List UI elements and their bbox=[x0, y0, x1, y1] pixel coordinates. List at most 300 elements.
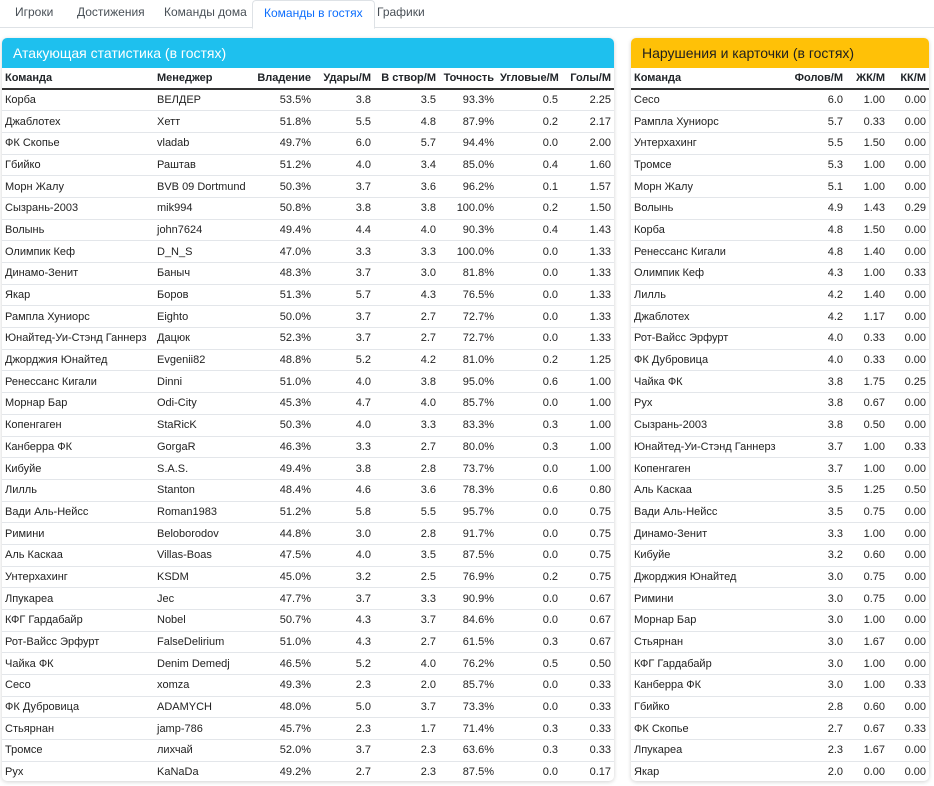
stat-cell: 3.0 bbox=[786, 631, 846, 653]
stat-cell: 83.3% bbox=[439, 414, 497, 436]
stat-cell: 3.7 bbox=[314, 306, 374, 328]
stat-cell: 0.67 bbox=[846, 718, 888, 740]
tab-achievements[interactable]: Достижения bbox=[77, 5, 145, 19]
stat-cell: 100.0% bbox=[439, 197, 497, 219]
team-name-cell: Тромсе bbox=[2, 740, 154, 762]
stat-cell: 4.8 bbox=[786, 241, 846, 263]
stat-cell: 4.0 bbox=[314, 371, 374, 393]
stat-cell: 1.33 bbox=[561, 306, 614, 328]
stat-cell: 1.00 bbox=[561, 414, 614, 436]
stat-cell: 0.00 bbox=[888, 523, 929, 545]
stat-cell: 0.5 bbox=[497, 653, 561, 675]
stat-cell: 3.3 bbox=[374, 241, 439, 263]
stat-cell: 5.7 bbox=[374, 132, 439, 154]
stat-cell: 0.67 bbox=[846, 393, 888, 415]
table-row bbox=[2, 111, 614, 133]
team-name-cell: Аль Каскаа bbox=[2, 544, 154, 566]
stat-cell: 0.3 bbox=[497, 436, 561, 458]
team-name-cell: Лпукареа bbox=[2, 588, 154, 610]
manager-cell: Баныч bbox=[154, 263, 252, 285]
stat-cell: 1.75 bbox=[846, 371, 888, 393]
tab-away-teams[interactable]: Команды в гостях bbox=[252, 0, 375, 29]
stat-cell: 0.33 bbox=[561, 696, 614, 718]
stat-cell: 4.2 bbox=[786, 284, 846, 306]
attack-column-header[interactable]: Менеджер bbox=[154, 68, 252, 89]
team-name-cell: ФК Скопье bbox=[2, 132, 154, 154]
manager-cell: Odi-City bbox=[154, 393, 252, 415]
stat-cell: 5.3 bbox=[786, 154, 846, 176]
stat-cell: 2.3 bbox=[314, 675, 374, 697]
team-name-cell: Рампла Хуниорс bbox=[2, 306, 154, 328]
table-row bbox=[2, 544, 614, 566]
tab-home-teams[interactable]: Команды дома bbox=[164, 5, 247, 19]
stat-cell: 45.7% bbox=[252, 718, 314, 740]
team-name-cell: Гбийко bbox=[2, 154, 154, 176]
stat-cell: 91.7% bbox=[439, 523, 497, 545]
stat-cell: 5.8 bbox=[314, 501, 374, 523]
stat-cell: 0.0 bbox=[497, 284, 561, 306]
table-row bbox=[2, 566, 614, 588]
stat-cell: 4.0 bbox=[374, 219, 439, 241]
table-row bbox=[2, 501, 614, 523]
team-name-cell: Сызрань-2003 bbox=[2, 197, 154, 219]
stat-cell: 1.33 bbox=[561, 328, 614, 350]
team-name-cell: Волынь bbox=[2, 219, 154, 241]
stat-cell: 0.2 bbox=[497, 111, 561, 133]
stat-cell: 4.3 bbox=[374, 284, 439, 306]
attack-column-header[interactable]: Команда bbox=[2, 68, 154, 89]
stat-cell: 53.5% bbox=[252, 89, 314, 111]
stat-cell: 4.6 bbox=[314, 479, 374, 501]
stat-cell: 5.1 bbox=[786, 176, 846, 198]
stat-cell: 6.0 bbox=[314, 132, 374, 154]
stat-cell: 0.00 bbox=[888, 154, 929, 176]
table-row bbox=[631, 696, 929, 718]
stat-cell: 4.0 bbox=[314, 154, 374, 176]
stat-cell: 0.67 bbox=[561, 610, 614, 632]
stat-cell: 4.0 bbox=[314, 544, 374, 566]
table-row bbox=[631, 610, 929, 632]
team-name-cell: Чайка ФК bbox=[631, 371, 786, 393]
stat-cell: 0.00 bbox=[888, 588, 929, 610]
stat-cell: 0.0 bbox=[497, 393, 561, 415]
stat-cell: 0.4 bbox=[497, 219, 561, 241]
team-name-cell: Стьярнан bbox=[2, 718, 154, 740]
stat-cell: 87.9% bbox=[439, 111, 497, 133]
manager-cell: vladab bbox=[154, 132, 252, 154]
table-row bbox=[2, 393, 614, 415]
team-name-cell: Римини bbox=[631, 588, 786, 610]
stat-cell: 0.50 bbox=[888, 479, 929, 501]
table-row bbox=[2, 479, 614, 501]
table-row bbox=[2, 219, 614, 241]
stat-cell: 2.8 bbox=[786, 696, 846, 718]
stat-cell: 3.3 bbox=[786, 523, 846, 545]
stat-cell: 1.17 bbox=[846, 306, 888, 328]
stat-cell: 0.33 bbox=[846, 111, 888, 133]
team-name-cell: Канберра ФК bbox=[631, 675, 786, 697]
table-row bbox=[631, 89, 929, 111]
team-name-cell: ФК Дубровица bbox=[631, 349, 786, 371]
stat-cell: 4.3 bbox=[786, 263, 846, 285]
stat-cell: 3.0 bbox=[786, 653, 846, 675]
stat-cell: 0.0 bbox=[497, 761, 561, 781]
stat-cell: 3.5 bbox=[786, 479, 846, 501]
manager-cell: Nobel bbox=[154, 610, 252, 632]
manager-cell: BVB 09 Dortmund bbox=[154, 176, 252, 198]
stat-cell: 47.7% bbox=[252, 588, 314, 610]
stat-cell: 0.00 bbox=[888, 306, 929, 328]
stat-cell: 100.0% bbox=[439, 241, 497, 263]
stat-cell: 49.3% bbox=[252, 675, 314, 697]
stat-cell: 84.6% bbox=[439, 610, 497, 632]
stat-cell: 3.8 bbox=[786, 393, 846, 415]
manager-cell: ADAMYCH bbox=[154, 696, 252, 718]
stat-cell: 4.0 bbox=[374, 393, 439, 415]
stat-cell: 3.0 bbox=[786, 675, 846, 697]
stat-cell: 1.00 bbox=[846, 523, 888, 545]
manager-cell: Раштав bbox=[154, 154, 252, 176]
stat-cell: 0.00 bbox=[846, 761, 888, 781]
stat-cell: 49.4% bbox=[252, 219, 314, 241]
stat-cell: 3.6 bbox=[374, 176, 439, 198]
stat-cell: 1.00 bbox=[846, 263, 888, 285]
stat-cell: 0.0 bbox=[497, 523, 561, 545]
table-row bbox=[2, 740, 614, 762]
team-name-cell: Копенгаген bbox=[631, 458, 786, 480]
attack-stats-card bbox=[2, 38, 614, 781]
team-name-cell: Ренессанс Кигали bbox=[2, 371, 154, 393]
stat-cell: 2.5 bbox=[374, 566, 439, 588]
stat-cell: 2.3 bbox=[314, 718, 374, 740]
stat-cell: 47.0% bbox=[252, 241, 314, 263]
team-name-cell: Сесо bbox=[2, 675, 154, 697]
stat-cell: 0.75 bbox=[561, 523, 614, 545]
stat-cell: 3.8 bbox=[314, 89, 374, 111]
stat-cell: 0.00 bbox=[888, 696, 929, 718]
stat-cell: 4.8 bbox=[374, 111, 439, 133]
table-row bbox=[631, 740, 929, 762]
team-name-cell: ФК Скопье bbox=[631, 718, 786, 740]
stat-cell: 4.2 bbox=[374, 349, 439, 371]
table-row bbox=[2, 523, 614, 545]
stat-cell: 76.9% bbox=[439, 566, 497, 588]
team-name-cell: Сесо bbox=[631, 89, 786, 111]
stat-cell: 0.00 bbox=[888, 566, 929, 588]
stat-cell: 48.0% bbox=[252, 696, 314, 718]
stat-cell: 3.3 bbox=[374, 414, 439, 436]
stat-cell: 0.2 bbox=[497, 349, 561, 371]
stat-cell: 2.7 bbox=[374, 328, 439, 350]
stat-cell: 5.0 bbox=[314, 696, 374, 718]
team-name-cell: Корба bbox=[2, 89, 154, 111]
stat-cell: 1.00 bbox=[846, 610, 888, 632]
stat-cell: 71.4% bbox=[439, 718, 497, 740]
team-name-cell: Римини bbox=[2, 523, 154, 545]
stat-cell: 0.75 bbox=[561, 566, 614, 588]
stat-cell: 0.00 bbox=[888, 89, 929, 111]
stat-cell: 1.43 bbox=[561, 219, 614, 241]
team-name-cell: Олимпик Кеф bbox=[631, 263, 786, 285]
manager-cell: Jec bbox=[154, 588, 252, 610]
stat-cell: 1.40 bbox=[846, 284, 888, 306]
team-name-cell: Канберра ФК bbox=[2, 436, 154, 458]
stat-cell: 2.0 bbox=[786, 761, 846, 781]
table-row bbox=[631, 458, 929, 480]
team-name-cell: Морнар Бар bbox=[631, 610, 786, 632]
stat-cell: 50.3% bbox=[252, 176, 314, 198]
stat-cell: 2.25 bbox=[561, 89, 614, 111]
stat-cell: 2.00 bbox=[561, 132, 614, 154]
stat-cell: 0.33 bbox=[888, 718, 929, 740]
stat-cell: 3.7 bbox=[314, 263, 374, 285]
stat-cell: 2.0 bbox=[374, 675, 439, 697]
stat-cell: 3.2 bbox=[786, 544, 846, 566]
stat-cell: 0.33 bbox=[888, 675, 929, 697]
stat-cell: 47.5% bbox=[252, 544, 314, 566]
manager-cell: Dinni bbox=[154, 371, 252, 393]
team-name-cell: Олимпик Кеф bbox=[2, 241, 154, 263]
stat-cell: 4.2 bbox=[786, 306, 846, 328]
table-row bbox=[631, 176, 929, 198]
stat-cell: 0.00 bbox=[888, 414, 929, 436]
stat-cell: 0.0 bbox=[497, 263, 561, 285]
stat-cell: 3.5 bbox=[786, 501, 846, 523]
stat-cell: 87.5% bbox=[439, 761, 497, 781]
fouls-column-header[interactable]: Фолов/М bbox=[786, 68, 846, 89]
stat-cell: 48.4% bbox=[252, 479, 314, 501]
manager-cell: john7624 bbox=[154, 219, 252, 241]
attack-column-header[interactable]: Владение bbox=[252, 68, 314, 89]
team-name-cell: Копенгаген bbox=[2, 414, 154, 436]
team-name-cell: Джаблотех bbox=[2, 111, 154, 133]
team-name-cell: Рух bbox=[2, 761, 154, 781]
stat-cell: 1.00 bbox=[561, 436, 614, 458]
stat-cell: 49.2% bbox=[252, 761, 314, 781]
team-name-cell: Чайка ФК bbox=[2, 653, 154, 675]
team-name-cell: Морн Жалу bbox=[631, 176, 786, 198]
stat-cell: 49.4% bbox=[252, 458, 314, 480]
team-name-cell: Ренессанс Кигали bbox=[631, 241, 786, 263]
manager-cell: Stanton bbox=[154, 479, 252, 501]
manager-cell: Evgenii82 bbox=[154, 349, 252, 371]
team-name-cell: ФК Дубровица bbox=[2, 696, 154, 718]
stat-cell: 1.60 bbox=[561, 154, 614, 176]
stat-cell: 0.0 bbox=[497, 328, 561, 350]
manager-cell: D_N_S bbox=[154, 241, 252, 263]
stat-cell: 3.0 bbox=[786, 566, 846, 588]
stat-cell: 3.8 bbox=[314, 458, 374, 480]
manager-cell: KaNaDa bbox=[154, 761, 252, 781]
stat-cell: 1.00 bbox=[846, 436, 888, 458]
table-row bbox=[2, 371, 614, 393]
table-row bbox=[2, 197, 614, 219]
attack-column-header[interactable]: Удары/М bbox=[314, 68, 374, 89]
attack-column-header[interactable]: Точность bbox=[439, 68, 497, 89]
team-name-cell: Унтерхахинг bbox=[2, 566, 154, 588]
fouls-cards-table bbox=[631, 68, 929, 781]
stat-cell: 51.0% bbox=[252, 371, 314, 393]
attack-column-header[interactable]: Угловые/М bbox=[497, 68, 561, 89]
stat-cell: 5.2 bbox=[314, 349, 374, 371]
stat-cell: 2.8 bbox=[374, 458, 439, 480]
stat-cell: 4.9 bbox=[786, 197, 846, 219]
attack-column-header[interactable]: В створ/М bbox=[374, 68, 439, 89]
stat-cell: 0.00 bbox=[888, 458, 929, 480]
manager-cell: jamp-786 bbox=[154, 718, 252, 740]
stat-cell: 81.0% bbox=[439, 349, 497, 371]
stat-cell: 5.5 bbox=[314, 111, 374, 133]
manager-cell: ВЕЛДЕР bbox=[154, 89, 252, 111]
team-name-cell: Морн Жалу bbox=[2, 176, 154, 198]
manager-cell: Хетт bbox=[154, 111, 252, 133]
table-row bbox=[2, 414, 614, 436]
stat-cell: 90.3% bbox=[439, 219, 497, 241]
manager-cell: mik994 bbox=[154, 197, 252, 219]
stat-cell: 3.8 bbox=[786, 414, 846, 436]
stat-cell: 1.25 bbox=[846, 479, 888, 501]
stat-cell: 0.00 bbox=[888, 349, 929, 371]
stat-cell: 51.2% bbox=[252, 501, 314, 523]
attack-stats-table bbox=[2, 68, 614, 781]
stat-cell: 0.0 bbox=[497, 458, 561, 480]
stat-cell: 76.5% bbox=[439, 284, 497, 306]
table-row bbox=[2, 588, 614, 610]
fouls-cards-title: Нарушения и карточки (в гостях) bbox=[631, 38, 929, 68]
stat-cell: 44.8% bbox=[252, 523, 314, 545]
table-row bbox=[2, 306, 614, 328]
stat-cell: 5.5 bbox=[374, 501, 439, 523]
stat-cell: 0.33 bbox=[561, 740, 614, 762]
table-row bbox=[2, 458, 614, 480]
team-name-cell: Рампла Хуниорс bbox=[631, 111, 786, 133]
stat-cell: 4.3 bbox=[314, 610, 374, 632]
team-name-cell: Джорджия Юнайтед bbox=[631, 566, 786, 588]
stat-cell: 85.7% bbox=[439, 675, 497, 697]
stat-cell: 1.00 bbox=[561, 458, 614, 480]
table-row bbox=[631, 284, 929, 306]
stat-cell: 46.3% bbox=[252, 436, 314, 458]
manager-cell: KSDM bbox=[154, 566, 252, 588]
stat-cell: 1.50 bbox=[561, 197, 614, 219]
stat-cell: 1.00 bbox=[846, 176, 888, 198]
fouls-column-header[interactable]: ЖК/М bbox=[846, 68, 888, 89]
stat-cell: 3.7 bbox=[314, 588, 374, 610]
table-row bbox=[2, 349, 614, 371]
stat-cell: 95.0% bbox=[439, 371, 497, 393]
stat-cell: 4.4 bbox=[314, 219, 374, 241]
stat-cell: 80.0% bbox=[439, 436, 497, 458]
stat-cell: 0.3 bbox=[497, 740, 561, 762]
table-row bbox=[631, 132, 929, 154]
attack-column-header[interactable]: Голы/М bbox=[561, 68, 614, 89]
stat-cell: 50.8% bbox=[252, 197, 314, 219]
stat-cell: 1.57 bbox=[561, 176, 614, 198]
stat-cell: 52.3% bbox=[252, 328, 314, 350]
table-row bbox=[2, 675, 614, 697]
stat-cell: 5.2 bbox=[314, 653, 374, 675]
team-name-cell: Кибуйе bbox=[2, 458, 154, 480]
team-name-cell: Якар bbox=[2, 284, 154, 306]
stat-cell: 0.33 bbox=[846, 349, 888, 371]
stat-cell: 2.3 bbox=[786, 740, 846, 762]
stat-cell: 3.7 bbox=[314, 740, 374, 762]
stat-cell: 0.50 bbox=[561, 653, 614, 675]
stat-cell: 0.2 bbox=[497, 197, 561, 219]
stat-cell: 3.6 bbox=[374, 479, 439, 501]
manager-cell: Villas-Boas bbox=[154, 544, 252, 566]
table-row bbox=[631, 306, 929, 328]
team-name-cell: Морнар Бар bbox=[2, 393, 154, 415]
stat-cell: 0.25 bbox=[888, 371, 929, 393]
stat-cell: 72.7% bbox=[439, 306, 497, 328]
stat-cell: 1.00 bbox=[846, 458, 888, 480]
table-row bbox=[631, 393, 929, 415]
stat-cell: 3.7 bbox=[314, 328, 374, 350]
stat-cell: 0.3 bbox=[497, 414, 561, 436]
stat-cell: 0.75 bbox=[846, 566, 888, 588]
stat-cell: 1.50 bbox=[846, 219, 888, 241]
stat-cell: 72.7% bbox=[439, 328, 497, 350]
table-row bbox=[2, 761, 614, 781]
fouls-cards-card bbox=[631, 38, 929, 781]
stat-cell: 0.67 bbox=[561, 631, 614, 653]
fouls-column-header[interactable]: КК/М bbox=[888, 68, 929, 89]
manager-cell: Denim Demedj bbox=[154, 653, 252, 675]
tab-players[interactable]: Игроки bbox=[15, 5, 54, 19]
stat-cell: 0.00 bbox=[888, 241, 929, 263]
stat-cell: 3.5 bbox=[374, 544, 439, 566]
stat-cell: 1.33 bbox=[561, 241, 614, 263]
stat-cell: 3.8 bbox=[314, 197, 374, 219]
table-row bbox=[631, 544, 929, 566]
stat-cell: 51.2% bbox=[252, 154, 314, 176]
table-row bbox=[2, 718, 614, 740]
stat-cell: 46.5% bbox=[252, 653, 314, 675]
table-row bbox=[631, 111, 929, 133]
stat-cell: 3.2 bbox=[314, 566, 374, 588]
manager-cell: Roman1983 bbox=[154, 501, 252, 523]
stat-cell: 0.50 bbox=[846, 414, 888, 436]
stat-cell: 4.0 bbox=[786, 328, 846, 350]
fouls-header-row bbox=[631, 68, 929, 89]
stat-cell: 3.7 bbox=[374, 696, 439, 718]
stat-cell: 0.00 bbox=[888, 761, 929, 781]
tab-charts[interactable]: Графики bbox=[377, 5, 425, 19]
tab-bar bbox=[0, 0, 934, 28]
team-name-cell: Рот-Вайсс Эрфурт bbox=[2, 631, 154, 653]
team-name-cell: Лилль bbox=[2, 479, 154, 501]
table-row bbox=[631, 219, 929, 241]
stat-cell: 3.7 bbox=[374, 610, 439, 632]
manager-cell: Боров bbox=[154, 284, 252, 306]
stat-cell: 0.00 bbox=[888, 393, 929, 415]
stat-cell: 0.00 bbox=[888, 610, 929, 632]
fouls-column-header[interactable]: Команда bbox=[631, 68, 786, 89]
manager-cell: S.A.S. bbox=[154, 458, 252, 480]
stat-cell: 0.3 bbox=[497, 631, 561, 653]
manager-cell: Дацюк bbox=[154, 328, 252, 350]
stat-cell: 0.0 bbox=[497, 132, 561, 154]
stat-cell: 0.6 bbox=[497, 479, 561, 501]
table-row bbox=[631, 349, 929, 371]
stat-cell: 0.0 bbox=[497, 696, 561, 718]
team-name-cell: Тромсе bbox=[631, 154, 786, 176]
stat-cell: 4.8 bbox=[786, 219, 846, 241]
stat-cell: 2.7 bbox=[374, 436, 439, 458]
stat-cell: 73.7% bbox=[439, 458, 497, 480]
stat-cell: 4.0 bbox=[786, 349, 846, 371]
